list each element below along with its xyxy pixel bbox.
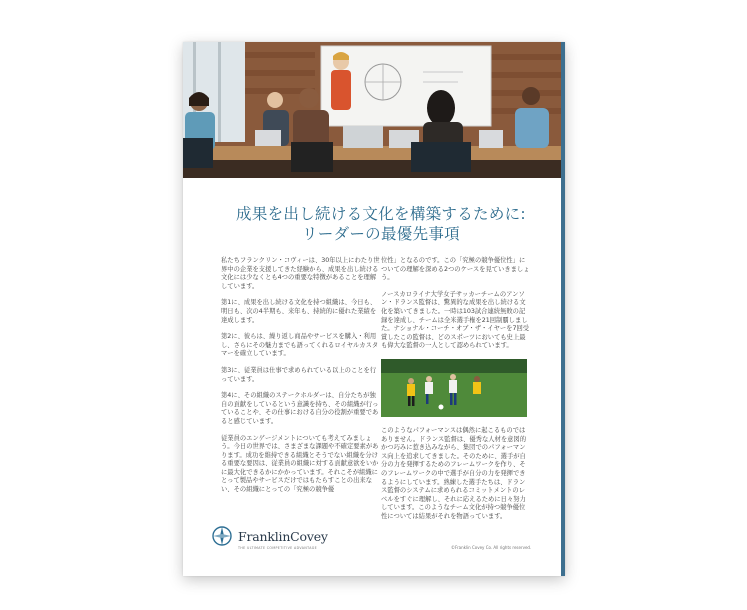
paragraph: ノースカロライナ大学女子サッカーチームのアンソン・ドランス監督は、驚異的な成果を出し続ける文化を築いてきました。一時は103試合連続無敗の記録を達成し、チームは全米選手権を21回制覇しました。ナショナル・コーチ・オブ・ザ・イヤーを7回受賞したこの監督は、どのスポーツにおいても史上最も偉大な監督の一人として認められています。	[381, 290, 530, 350]
left-column	[221, 257, 381, 503]
title-line-2: リーダーの最優先事項	[301, 225, 460, 243]
meeting-photo	[183, 42, 561, 178]
paragraph: 第2に、彼らは、繰り返し商品やサービスを購入・利用し、さらにその魅力までも語ってくれるロイヤルカスタマーを確立しています。	[221, 333, 379, 358]
paragraph: 私たちフランクリン・コヴィーは、30年以上にわたり世界中の企業を支援してきた経験から、成果を出し続ける文化には少なくとも4つの重要な特徴があることを理解しています。	[221, 257, 380, 290]
right-column	[381, 257, 531, 529]
logo-tagline: THE ULTIMATE COMPETITIVE ADVANTAGE	[238, 546, 318, 550]
title-line-1: 成果を出し続ける文化を構築するために:	[236, 205, 526, 223]
paragraph: 第4に、その組織のステークホルダーは、自分たちが独自の貢献をしているという意識を持ち、その組織が行っていることや、その仕事における自分の役割が重要であると感じています。	[221, 392, 379, 425]
soccer-photo	[381, 359, 527, 417]
copyright-notice: ©Franklin Covey Co. All rights reserved.	[451, 545, 532, 550]
page-spine-accent	[561, 42, 565, 576]
franklincovey-logo	[211, 525, 361, 565]
paragraph: 第3に、従業員は仕事で求められている以上のことを行っています。	[221, 366, 377, 383]
paragraph: 位性」となるのです。この「究極の競争優位性」についての理解を深める2つのケースを見ていきましょう。	[381, 257, 530, 282]
document-page	[183, 42, 565, 576]
paragraph: 従業員のエンゲージメントについても考えてみましょう。今日の世界では、さまざまな課題や不確定要素があります。成功を維持できる組織とそうでない組織を分ける重要な要因は、従業員の組織に対する貢献意欲をいかに最大化できるかにかかっています。それこそが組織にとって製品やサービスだけではもたらすことの出来ない、その組織にとっての「究極の競争優	[221, 434, 379, 494]
logo-wordmark: FranklinCovey	[238, 529, 328, 544]
paragraph: このようなパフォーマンスは偶然に起こるものではありません。ドランス監督は、優秀な人材を意図的かつ巧みに惹き込みながら、集団でのパフォーマンス向上を追求してきました。そのために、選手が自分の力を発揮するためのフレームワークを作り、そのフレームワークの中で選手が自分の力を発揮できるようにしています。熟練した選手たちは、ドランス監督のシステムに求められるコミットメントのレベルをすぐに理解し、それに応えるために日々努力しています。このようなチーム文化が持つ競争優位性については結果がそれを物語っています。	[381, 426, 527, 520]
paragraph: 第1に、成果を出し続ける文化を持つ組織は、今日も、明日も、次の4半期も、来年も、持続的に優れた業績を達成します。	[221, 299, 377, 324]
compass-icon	[211, 525, 233, 547]
document-title	[221, 204, 541, 244]
